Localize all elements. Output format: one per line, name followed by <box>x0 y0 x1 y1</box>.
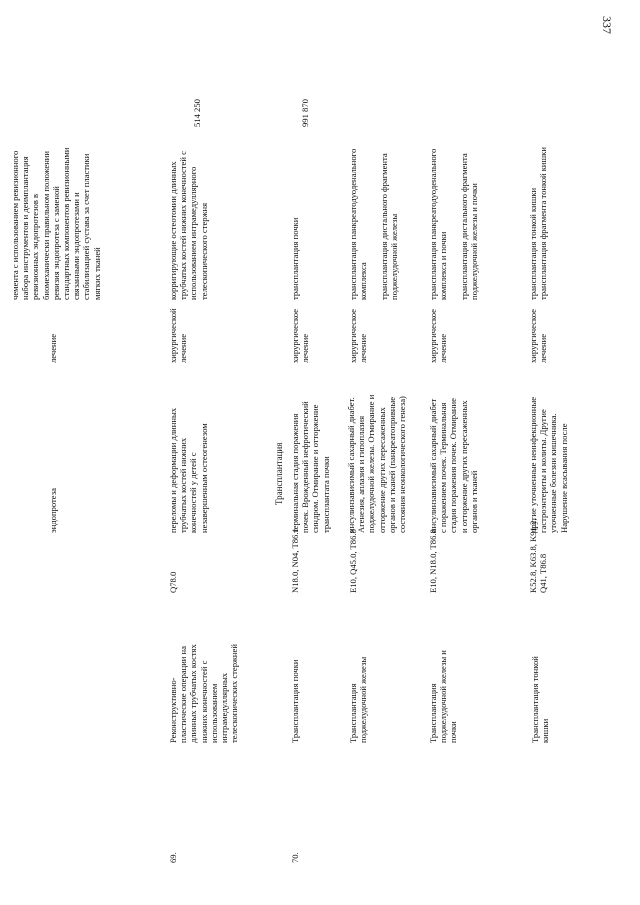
row-69-name: Реконструктивно- пластические операции на длинных трубчатых костях нижних конечностей с использованием интрамедуллярных телескопических стержней <box>168 644 240 743</box>
row-pancreas-code: E10, Q45.0, T86.8 <box>348 529 358 593</box>
row-69-code: Q78.0 <box>168 571 178 593</box>
row-70-diagnosis: терминальная стадия поражения почек. Врожденный нефротический синдром. Отмирание и отторжение трансплантата почки <box>290 401 331 533</box>
row-69-diagnosis: переломы и деформации длинных трубчатых костей нижних конечностей у детей с незавершенным остеогенезом <box>168 407 209 533</box>
row-pancreas-name: Трансплантация поджелудочной железы <box>348 656 369 743</box>
page-number: 337 <box>600 16 614 34</box>
row-pancreas-treatment-type: хирургическое лечение <box>348 309 369 363</box>
row-small-intestine-name: Трансплантация тонкой кишки <box>530 656 551 743</box>
row-70-method: трансплантация почки <box>290 217 300 300</box>
row-pancreas-kidney-method: трансплантация панкреатодуоденального комплекса и почки трансплантация дистального фрагмента поджелудочной железы и почки <box>428 148 479 300</box>
row-70-name: Трансплантация почки <box>290 659 300 743</box>
row-small-intestine-diagnosis: другие уточненные неинфекционные гастроэнтериты и колиты. Другие уточненные болезни кишечника. Нарушение всасывания после <box>528 396 569 533</box>
row-0-diagnosis: эндопротеза <box>48 488 58 533</box>
row-70-code: N18.0, N04, T86.1 <box>290 528 300 593</box>
row-pancreas-diagnosis: инсулинзависимый сахарный диабет. Агенезия, аплазия и гипоплазия поджелудочной железы. Отмирание и отторжение других пересаженных органов и тканей (панкреатопривные состояния неонкологического генеза) <box>346 394 408 533</box>
row-69-cost: 514 250 <box>192 99 202 127</box>
row-pancreas-kidney-code: E10, N18.0, T86.8 <box>428 529 438 593</box>
row-0-treatment-type: лечение <box>48 333 58 363</box>
row-70-number: 70. <box>290 852 300 863</box>
row-pancreas-method: трансплантация панкреатодуоденального комплекса трансплантация дистального фрагмента поджелудочной железы <box>348 148 399 300</box>
row-small-intestine-method: трансплантация тонкой кишки трансплантация фрагмента тонкой кишки <box>528 147 549 300</box>
rotated-table <box>0 75 569 905</box>
row-small-intestine-code: K52.8, K63.8, K91.2, Q41, T86.8 <box>528 518 549 593</box>
section-heading-transplantation: Трансплантация <box>274 442 284 505</box>
row-pancreas-kidney-name: Трансплантация поджелудочной железы и почки <box>428 650 459 743</box>
row-69-treatment-type: хирургической лечение <box>168 308 189 363</box>
row-70-cost: 991 870 <box>300 99 310 127</box>
row-0-method: чемента с использованием ревизионного набора инструментов и деимплантация ревизионных эндопротезов в биомеханически правильном положении ревизия эндопротеза с заменой стандартных компонентов ревизионными связанными эндопротезами и стабилизацией сустава за счет пластики мягких тканей <box>10 147 102 300</box>
row-pancreas-kidney-treatment-type: хирургическое лечение <box>428 309 449 363</box>
row-69-method: корригирующие остеотомии длинных трубчатых костей нижних конечностей с использованием интрамедуллярного телескопического стержня <box>168 151 209 300</box>
row-small-intestine-treatment-type: хирургическое лечение <box>528 309 549 363</box>
row-70-treatment-type: хирургическое лечение <box>290 309 311 363</box>
row-69-number: 69. <box>168 852 178 863</box>
row-pancreas-kidney-diagnosis: инсулинзависимый сахарный диабет с поражением почек. Терминальная стадия поражения почек. Отмирание и отторжение других пересаженных органов и тканей <box>428 398 479 533</box>
